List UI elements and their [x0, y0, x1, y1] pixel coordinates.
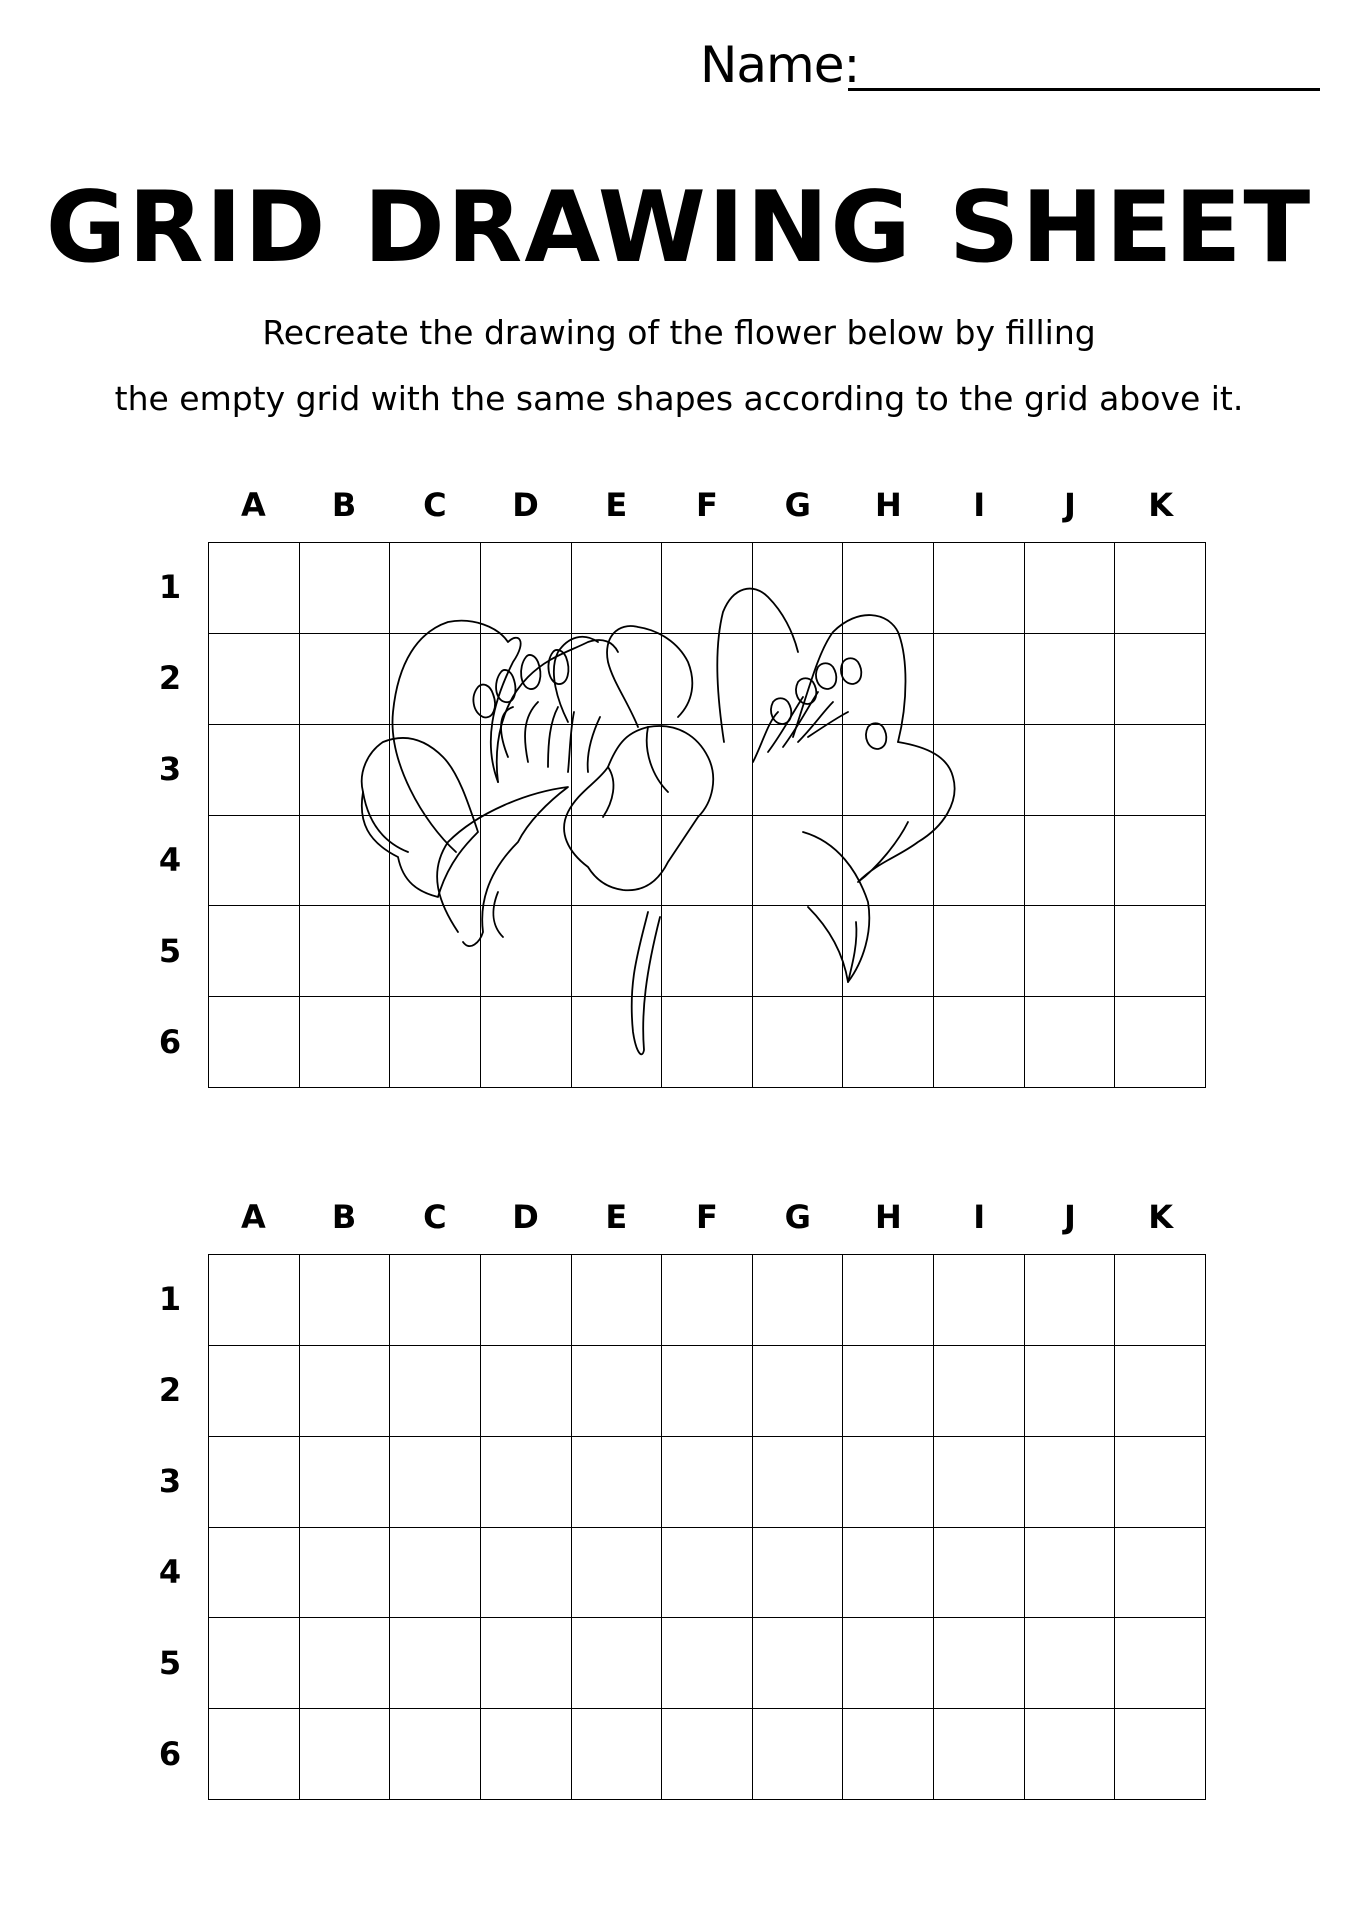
- page-title: GRID DRAWING SHEET: [45, 171, 1313, 285]
- grid-cell[interactable]: [662, 1346, 753, 1437]
- grid-cell: [390, 725, 481, 816]
- grid-cell: [843, 725, 934, 816]
- grid-cell[interactable]: [300, 1528, 391, 1619]
- grid-cell: [934, 543, 1025, 634]
- grid-cell: [572, 543, 663, 634]
- grid-cell: [934, 725, 1025, 816]
- grid-cell[interactable]: [934, 1528, 1025, 1619]
- column-label: E: [605, 1198, 628, 1236]
- grid-cell[interactable]: [209, 1437, 300, 1528]
- grid-cell: [209, 543, 300, 634]
- drawing-grid: [208, 542, 1206, 1088]
- grid-cell[interactable]: [662, 1255, 753, 1346]
- column-label: K: [1148, 1198, 1174, 1236]
- grid-cell[interactable]: [662, 1437, 753, 1528]
- grid-cell[interactable]: [390, 1618, 481, 1709]
- grid-cell: [1025, 634, 1116, 725]
- column-label: D: [512, 1198, 539, 1236]
- grid-cell: [300, 543, 391, 634]
- grid-cell[interactable]: [390, 1709, 481, 1800]
- row-label: 4: [158, 841, 182, 879]
- name-field[interactable]: [848, 88, 1320, 91]
- grid-cell[interactable]: [481, 1437, 572, 1528]
- column-labels: [208, 480, 1206, 530]
- grid-cell[interactable]: [572, 1709, 663, 1800]
- column-label: F: [696, 486, 718, 524]
- grid-cell[interactable]: [481, 1528, 572, 1619]
- grid-cell: [300, 725, 391, 816]
- column-labels: [208, 1192, 1206, 1242]
- grid-cell: [481, 634, 572, 725]
- grid-cell[interactable]: [390, 1437, 481, 1528]
- column-label: H: [875, 1198, 902, 1236]
- column-label: J: [1063, 486, 1076, 524]
- drawing-grid[interactable]: [208, 1254, 1206, 1800]
- grid-cell: [1115, 725, 1206, 816]
- grid-cell: [753, 906, 844, 997]
- name-label: Name:: [700, 36, 860, 94]
- grid-cell: [209, 816, 300, 907]
- instruction-line-1: Recreate the drawing of the flower below by filling: [262, 313, 1096, 352]
- grid-cell[interactable]: [1025, 1346, 1116, 1437]
- grid-cell[interactable]: [1025, 1709, 1116, 1800]
- grid-cell[interactable]: [753, 1437, 844, 1528]
- row-label: 5: [158, 1644, 182, 1682]
- grid-cell[interactable]: [390, 1255, 481, 1346]
- grid-cell: [481, 543, 572, 634]
- grid-cell[interactable]: [662, 1618, 753, 1709]
- grid-cell: [481, 816, 572, 907]
- grid-cell: [1025, 997, 1116, 1088]
- grid-cell: [572, 906, 663, 997]
- grid-cell: [481, 725, 572, 816]
- grid-cell: [753, 634, 844, 725]
- grid-cell[interactable]: [934, 1437, 1025, 1528]
- grid-cell[interactable]: [209, 1528, 300, 1619]
- grid-cell[interactable]: [572, 1437, 663, 1528]
- grid-cell: [753, 725, 844, 816]
- grid-cell[interactable]: [662, 1528, 753, 1619]
- grid-cell[interactable]: [1115, 1618, 1206, 1709]
- row-label: 3: [158, 1462, 182, 1500]
- grid-cell[interactable]: [1115, 1528, 1206, 1619]
- grid-cell: [843, 634, 934, 725]
- grid-cell: [1115, 997, 1206, 1088]
- grid-cell: [753, 997, 844, 1088]
- column-label: F: [696, 1198, 718, 1236]
- column-label: J: [1063, 1198, 1076, 1236]
- grid-cell: [481, 906, 572, 997]
- grid-cell[interactable]: [934, 1255, 1025, 1346]
- column-label: H: [875, 486, 902, 524]
- grid-cell[interactable]: [209, 1346, 300, 1437]
- column-label: D: [512, 486, 539, 524]
- column-label: I: [973, 486, 986, 524]
- grid-cell: [390, 997, 481, 1088]
- grid-cell: [662, 816, 753, 907]
- grid-cell: [843, 816, 934, 907]
- column-label: G: [784, 486, 811, 524]
- grid-cell[interactable]: [753, 1618, 844, 1709]
- grid-cell: [300, 997, 391, 1088]
- grid-cell[interactable]: [481, 1709, 572, 1800]
- grid-cell: [390, 543, 481, 634]
- grid-cell[interactable]: [572, 1255, 663, 1346]
- grid-cell[interactable]: [1025, 1255, 1116, 1346]
- grid-cell[interactable]: [572, 1346, 663, 1437]
- row-label: 1: [158, 568, 182, 606]
- grid-cell: [572, 634, 663, 725]
- grid-cell: [843, 543, 934, 634]
- grid-cell[interactable]: [572, 1528, 663, 1619]
- column-label: I: [973, 1198, 986, 1236]
- column-label: B: [331, 1198, 357, 1236]
- grid-cell: [209, 906, 300, 997]
- column-label: C: [423, 486, 447, 524]
- grid-cell[interactable]: [300, 1709, 391, 1800]
- name-row: [700, 30, 1320, 100]
- grid-cell: [662, 906, 753, 997]
- grid-cell: [662, 725, 753, 816]
- grid-cell[interactable]: [300, 1437, 391, 1528]
- instructions: [0, 300, 1358, 432]
- grid-cell[interactable]: [481, 1346, 572, 1437]
- row-label: 2: [158, 659, 182, 697]
- grid-cell[interactable]: [300, 1346, 391, 1437]
- grid-cell: [753, 816, 844, 907]
- grid-cell[interactable]: [209, 1618, 300, 1709]
- grid-cell: [1115, 543, 1206, 634]
- grid-cell[interactable]: [481, 1618, 572, 1709]
- grid-cell[interactable]: [843, 1618, 934, 1709]
- row-label: 6: [158, 1735, 182, 1773]
- grid-cell: [1025, 816, 1116, 907]
- row-label: 2: [158, 1371, 182, 1409]
- grid-cell: [1025, 906, 1116, 997]
- grid-cell[interactable]: [843, 1346, 934, 1437]
- row-label: 1: [158, 1280, 182, 1318]
- grid-cell: [662, 997, 753, 1088]
- grid-cell[interactable]: [843, 1437, 934, 1528]
- grid-cell[interactable]: [662, 1709, 753, 1800]
- grid-cell[interactable]: [300, 1618, 391, 1709]
- column-label: E: [605, 486, 628, 524]
- grid-cell[interactable]: [1115, 1346, 1206, 1437]
- grid-cell: [934, 634, 1025, 725]
- grid-cell: [843, 997, 934, 1088]
- grid-cell: [572, 725, 663, 816]
- grid-cell: [662, 634, 753, 725]
- grid-cell: [1115, 816, 1206, 907]
- grid-cell[interactable]: [843, 1528, 934, 1619]
- grid-cell: [572, 997, 663, 1088]
- column-label: A: [240, 486, 266, 524]
- grid-cell[interactable]: [753, 1709, 844, 1800]
- grid-cell[interactable]: [390, 1528, 481, 1619]
- grid-cell: [572, 816, 663, 907]
- grid-cell[interactable]: [843, 1709, 934, 1800]
- grid-cell: [1115, 634, 1206, 725]
- grid-cell: [934, 816, 1025, 907]
- grid-cell: [662, 543, 753, 634]
- grid-cell[interactable]: [300, 1255, 391, 1346]
- grid-cell[interactable]: [1025, 1437, 1116, 1528]
- grid-cell[interactable]: [753, 1528, 844, 1619]
- grid-cell[interactable]: [1025, 1618, 1116, 1709]
- grid-cell: [300, 634, 391, 725]
- grid-cell: [300, 816, 391, 907]
- grid-cell: [300, 906, 391, 997]
- column-label: K: [1148, 486, 1174, 524]
- column-label: B: [331, 486, 357, 524]
- grid-cell[interactable]: [934, 1618, 1025, 1709]
- grid-cell: [1115, 906, 1206, 997]
- grid-cell: [390, 906, 481, 997]
- grid-cell[interactable]: [934, 1346, 1025, 1437]
- grid-cell: [209, 634, 300, 725]
- row-label: 4: [158, 1553, 182, 1591]
- grid-cell[interactable]: [753, 1255, 844, 1346]
- instruction-line-2: the empty grid with the same shapes according to the grid above it.: [114, 379, 1244, 418]
- grid-cell: [390, 816, 481, 907]
- grid-cell: [209, 997, 300, 1088]
- column-label: G: [784, 1198, 811, 1236]
- grid-cell[interactable]: [1025, 1528, 1116, 1619]
- column-label: C: [423, 1198, 447, 1236]
- grid-cell[interactable]: [843, 1255, 934, 1346]
- row-label: 3: [158, 750, 182, 788]
- grid-cell[interactable]: [753, 1346, 844, 1437]
- grid-cell[interactable]: [572, 1618, 663, 1709]
- row-label: 6: [158, 1023, 182, 1061]
- grid-cell: [934, 906, 1025, 997]
- grid-cell: [1025, 543, 1116, 634]
- grid-cell[interactable]: [1115, 1709, 1206, 1800]
- grid-cell: [481, 997, 572, 1088]
- grid-cell: [390, 634, 481, 725]
- grid-cell[interactable]: [481, 1255, 572, 1346]
- grid-cell: [209, 725, 300, 816]
- grid-cell[interactable]: [209, 1709, 300, 1800]
- grid-cell: [843, 906, 934, 997]
- grid-cell[interactable]: [390, 1346, 481, 1437]
- grid-cell: [934, 997, 1025, 1088]
- column-label: A: [240, 1198, 266, 1236]
- grid-cell[interactable]: [209, 1255, 300, 1346]
- row-label: 5: [158, 932, 182, 970]
- grid-cell: [753, 543, 844, 634]
- grid-cell[interactable]: [1115, 1255, 1206, 1346]
- grid-cell[interactable]: [1115, 1437, 1206, 1528]
- grid-cell[interactable]: [934, 1709, 1025, 1800]
- grid-cell: [1025, 725, 1116, 816]
